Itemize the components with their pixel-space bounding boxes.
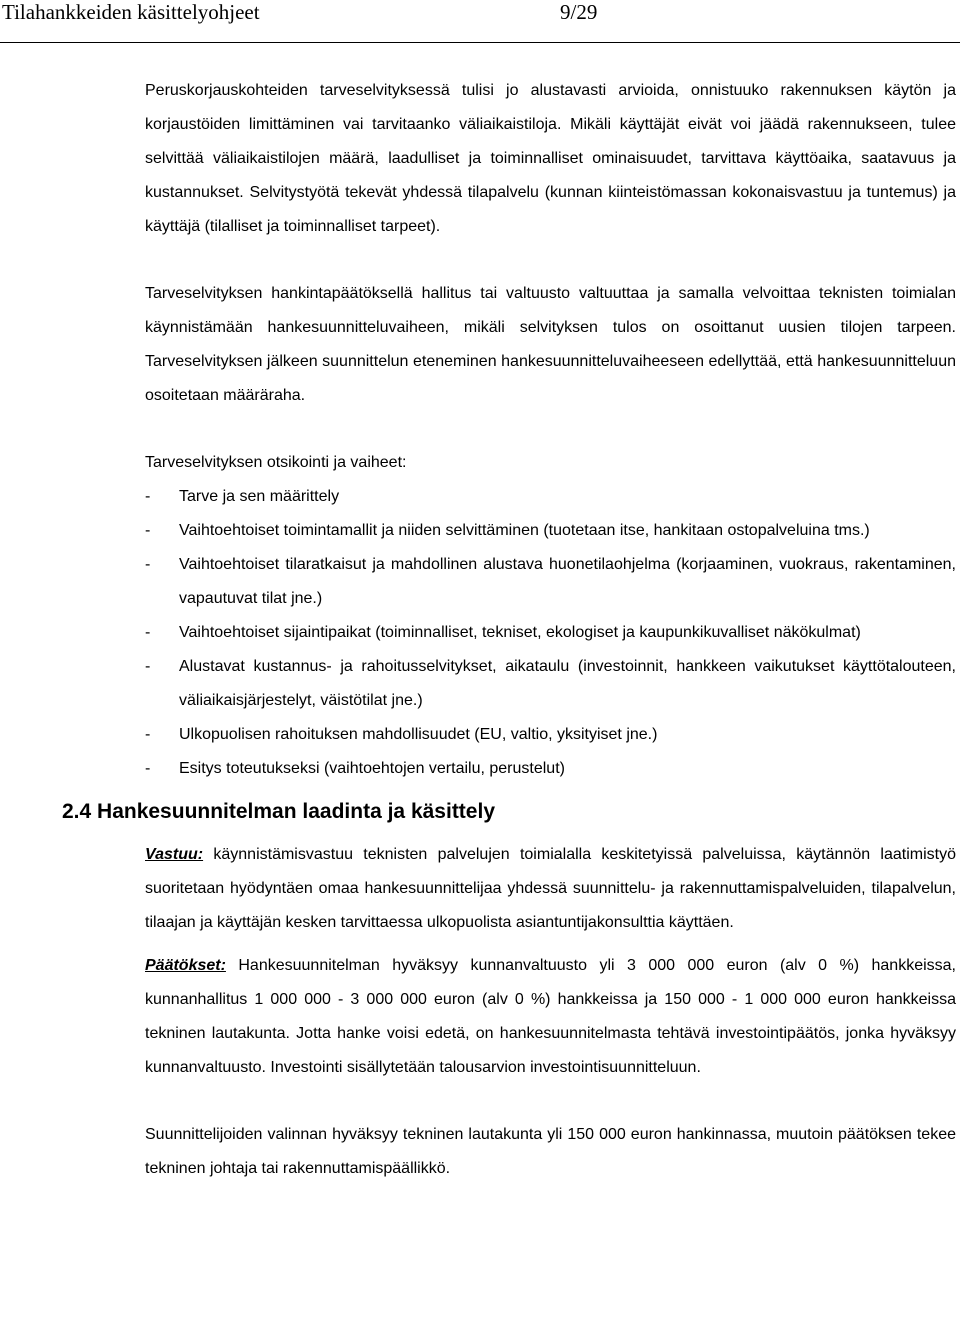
page-header: [0, 0, 960, 30]
dash-bullet: -: [145, 488, 151, 505]
responsibility-text: käynnistämisvastuu teknisten palvelujen toimialalla keskitetyissä palveluissa, käytännön laatimistyö suoritetaan hyödyntäen omaa hankesuunnittelijaa yhdessä suunnittelu- ja rakennuttamispalveluiden, tilapalvelun, tilaajan ja käyttäjän kesken tarvittaessa ulkopuolista asiantuntijakonsulttia käyttäen.: [145, 846, 956, 931]
paragraph-designer-selection: Suunnittelijoiden valinnan hyväksyy tekninen lautakunta yli 150 000 euron hankinnassa, muutoin päätöksen tekee tekninen johtaja tai rakennuttamispäällikkö.: [145, 1126, 956, 1177]
list-item: - Alustavat kustannus- ja rahoitusselvitykset, aikataulu (investoinnit, hankkeen vaikutukset käyttötalouteen, väliaikaisjärjestelyt, väistötilat jne.): [145, 650, 956, 718]
paragraph-decisions: [145, 949, 956, 1085]
document-body: [62, 74, 956, 1186]
responsibility-label: Vastuu:: [145, 846, 204, 863]
paragraph-procurement-decision: Tarveselvityksen hankintapäätöksellä hallitus tai valtuusto valtuuttaa ja samalla velvoittaa teknisten toimialan käynnistämään hankesuunnitteluvaiheen, mikäli selvityksen tulos on osoittanut uusien tilojen tarpeen. Tarveselvityksen jälkeen suunnittelun eteneminen hankesuunnitteluvaiheeseen edellyttää, että hankesuunnitteluun osoitetaan määräraha.: [145, 285, 956, 404]
dash-bullet: -: [145, 760, 151, 777]
paragraph-responsibility: [145, 838, 956, 940]
document-title: Tilahankkeiden käsittelyohjeet: [2, 0, 260, 24]
list-item: - Tarve ja sen määrittely: [145, 480, 956, 514]
list-item: - Ulkopuolisen rahoituksen mahdollisuudet (EU, valtio, yksityiset jne.): [145, 718, 956, 752]
paragraph-renovation: Peruskorjauskohteiden tarveselvityksessä tulisi jo alustavasti arvioida, onnistuuko rakennuksen käytön ja korjaustöiden limittäminen vai tarvitaanko väliaikaistiloja. Mikäli käyttäjät eivät voi jäädä rakennukseen, tulee selvittää väliaikaistilojen määrä, laadulliset ja toiminnalliset ominaisuudet, tarvittava käyttöaika, saatavuus ja kustannukset. Selvitystyötä tekevät yhdessä tilapalvelu (kunnan kiinteistömassan kokonaisvastuu ja tuntemus) ja käyttäjä (tilalliset ja toiminnalliset tarpeet).: [145, 82, 956, 235]
list-item: - Esitys toteutukseksi (vaihtoehtojen vertailu, perustelut): [145, 752, 956, 786]
dash-bullet: -: [145, 726, 151, 743]
page-number: 9/29: [560, 0, 598, 24]
dash-bullet: -: [145, 522, 151, 539]
dash-bullet: -: [145, 658, 151, 675]
phase-list: [145, 480, 956, 786]
dash-bullet: -: [145, 556, 151, 573]
list-intro: Tarveselvityksen otsikointi ja vaiheet:: [145, 454, 407, 471]
header-divider: [0, 42, 960, 43]
list-item: - Vaihtoehtoiset sijaintipaikat (toiminnalliset, tekniset, ekologiset ja kaupunkikuvalliset näkökulmat): [145, 616, 956, 650]
list-item: - Vaihtoehtoiset tilaratkaisut ja mahdollinen alustava huonetilaohjelma (korjaaminen, vuokraus, rakentaminen, vapautuvat tilat jne.): [145, 548, 956, 616]
list-item: - Vaihtoehtoiset toimintamallit ja niiden selvittäminen (tuotetaan itse, hankitaan ostopalveluina tms.): [145, 514, 956, 548]
dash-bullet: -: [145, 624, 151, 641]
decisions-text: Hankesuunnitelman hyväksyy kunnanvaltuusto yli 3 000 000 euron (alv 0 %) hankkeissa, kunnanhallitus 1 000 000 - 3 000 000 euron (alv 0 %) hankkeissa ja 150 000 - 1 000 000 euron hankkeissa tekninen lautakunta. Jotta hanke voisi edetä, on hankesuunnitelmasta tehtävä investointipäätös, jonka hyväksyy kunnanvaltuusto. Investointi sisällytetään talousarvion investointisuunnitteluun.: [145, 957, 956, 1076]
decisions-label: Päätökset:: [145, 957, 226, 974]
section-heading: 2.4 Hankesuunnitelman laadinta ja käsittely: [62, 800, 495, 823]
